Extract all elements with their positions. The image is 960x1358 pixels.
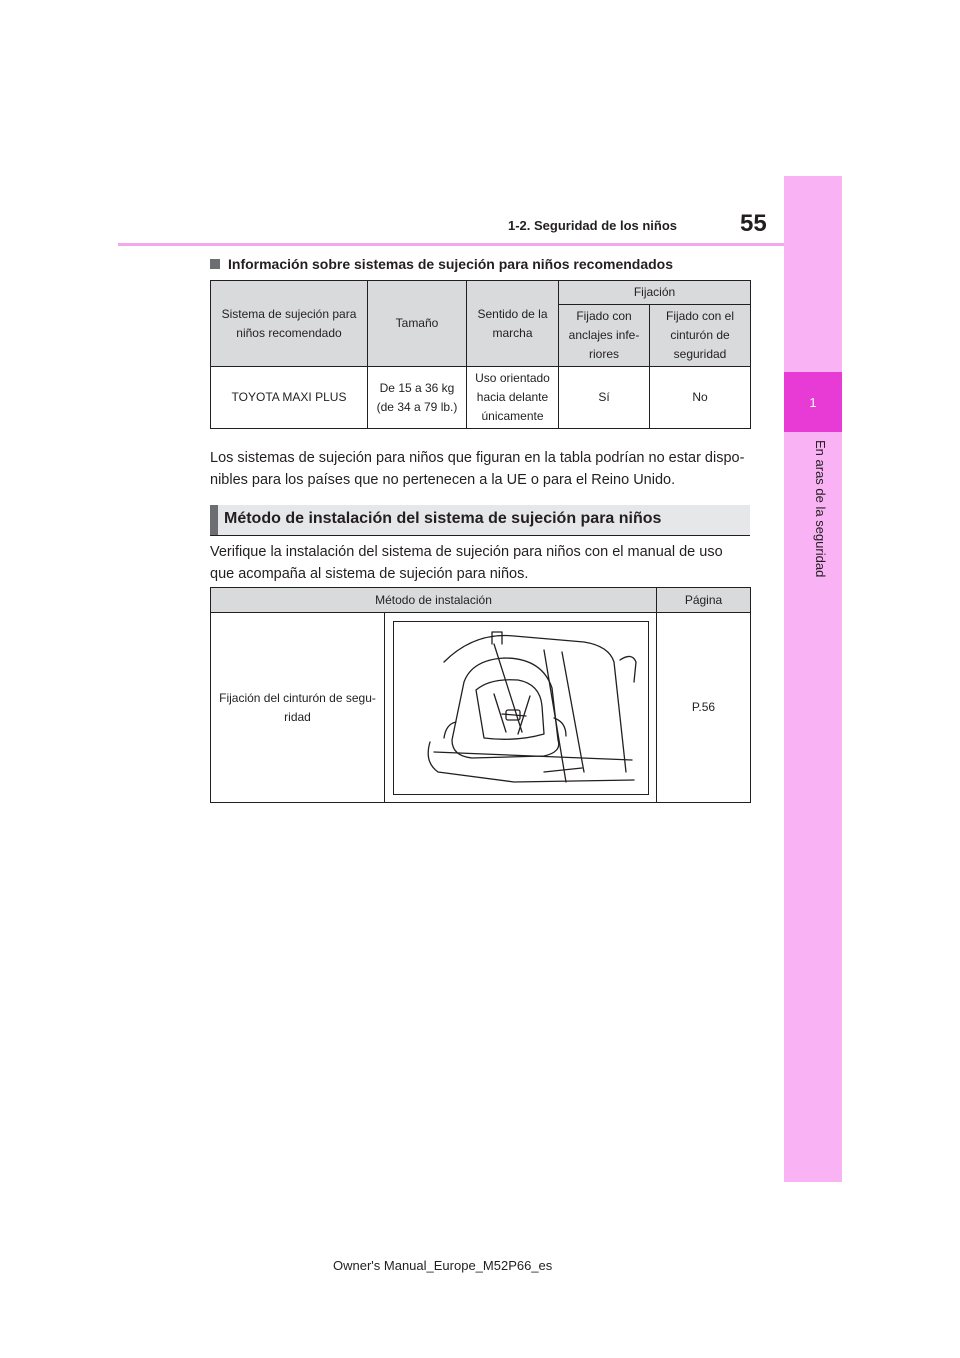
cell-direction: Uso orientado hacia delante únicamente xyxy=(467,367,559,429)
subheader-lower-anchors: Fijado con anclajes infe-riores xyxy=(559,305,650,367)
subheader-seatbelt: Fijado con el cinturón de seguridad xyxy=(650,305,751,367)
col-header-method: Método de instalación xyxy=(211,588,657,613)
col-header-size: Tamaño xyxy=(368,281,467,367)
square-bullet-icon xyxy=(210,259,220,269)
table-row xyxy=(211,613,751,803)
size-lb: (de 34 a 79 lb.) xyxy=(376,399,458,414)
installation-method-table xyxy=(210,587,751,803)
recommended-systems-table xyxy=(210,280,751,429)
cell-system: TOYOTA MAXI PLUS xyxy=(211,367,368,429)
child-seat-seatbelt-icon xyxy=(394,622,648,794)
chapter-title: En aras de la seguridad xyxy=(813,440,828,578)
section-accent-bar xyxy=(210,505,218,535)
heading-text: Información sobre sistemas de sujeción para niños recomendados xyxy=(228,256,674,272)
installation-section-header xyxy=(210,505,750,536)
size-kg: De 15 a 36 kg xyxy=(379,380,455,395)
cell-method: Fijación del cinturón de segu-ridad xyxy=(211,613,385,803)
footer-manual-id: Owner's Manual_Europe_M52P66_es xyxy=(333,1258,553,1273)
availability-note: Los sistemas de sujeción para niños que figuran en la tabla podrían no estar dispo-nibles para los países que no pertenecen a la UE o para el Reino Unido. xyxy=(210,450,745,488)
recommended-systems-heading xyxy=(210,256,673,272)
installation-intro: Verifique la instalación del sistema de sujeción para niños con el manual de uso que acompaña al sistema de sujeción para niños. xyxy=(210,544,723,582)
cell-lower-anchors: Sí xyxy=(559,367,650,429)
cell-illustration xyxy=(385,613,657,803)
col-header-fixation: Fijación xyxy=(559,281,751,305)
table-row xyxy=(211,367,751,429)
cell-seatbelt: No xyxy=(650,367,751,429)
col-header-page: Página xyxy=(657,588,751,613)
header-divider xyxy=(118,243,784,246)
chapter-number-tab: 1 xyxy=(784,372,842,432)
installation-section-title: Método de instalación del sistema de sujeción para niños xyxy=(224,510,662,527)
section-title: 1-2. Seguridad de los niños xyxy=(508,218,678,233)
chapter-side-tab xyxy=(784,176,842,1182)
cell-size xyxy=(368,367,467,429)
cell-page: P.56 xyxy=(657,613,751,803)
col-header-system: Sistema de sujeción para niños recomendado xyxy=(211,281,368,367)
col-header-direction: Sentido de la marcha xyxy=(467,281,559,367)
page-number: 55 xyxy=(740,210,767,237)
child-seat-illustration xyxy=(393,621,649,795)
